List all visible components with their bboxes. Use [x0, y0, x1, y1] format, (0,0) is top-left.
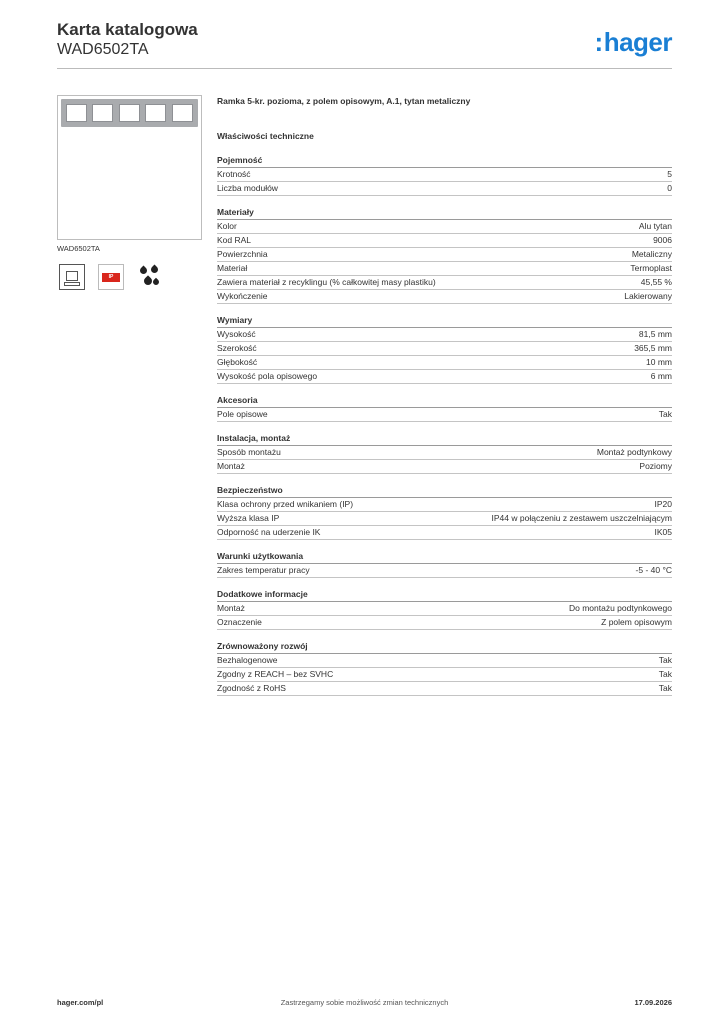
spec-row — [217, 182, 672, 196]
spec-section — [217, 640, 672, 696]
spec-label: Pole opisowe — [217, 409, 268, 419]
section-title: Bezpieczeństwo — [217, 484, 672, 498]
spec-value: IP20 — [654, 499, 672, 509]
spec-row — [217, 370, 672, 384]
spec-value: 9006 — [653, 235, 672, 245]
spec-value: -5 - 40 °C — [635, 565, 672, 575]
product-image — [57, 95, 202, 240]
spec-label: Krotność — [217, 169, 251, 179]
spec-label: Liczba modułów — [217, 183, 278, 193]
spec-value: Z polem opisowym — [601, 617, 672, 627]
mounting-icon-base — [64, 282, 80, 286]
frame-window — [66, 104, 87, 122]
product-code: WAD6502TA — [57, 41, 149, 58]
spec-row — [217, 682, 672, 696]
spec-label: Zawiera materiał z recyklingu (% całkowitej masy plastiku) — [217, 277, 436, 287]
spec-value: 81,5 mm — [638, 329, 672, 339]
logo-text: hager — [603, 27, 672, 57]
spec-section — [217, 394, 672, 422]
spec-section — [217, 484, 672, 540]
spec-label: Montaż — [217, 461, 245, 471]
spec-section — [217, 550, 672, 578]
spec-value: Termoplast — [630, 263, 672, 273]
spec-row — [217, 356, 672, 370]
page-footer — [57, 998, 672, 1010]
spec-sections — [217, 154, 672, 696]
spec-label: Kod RAL — [217, 235, 252, 245]
document-title: Karta katalogowa — [57, 20, 198, 39]
water-drops-icon — [136, 264, 162, 290]
spec-heading: Właściwości techniczne — [217, 131, 314, 141]
frame-window — [145, 104, 166, 122]
section-title: Instalacja, montaż — [217, 432, 672, 446]
spec-label: Zgodny z REACH – bez SVHC — [217, 669, 334, 679]
spec-value: 5 — [667, 169, 672, 179]
spec-label: Sposób montażu — [217, 447, 281, 457]
spec-value: Metaliczny — [631, 249, 672, 259]
spec-row — [217, 342, 672, 356]
spec-label: Powierzchnia — [217, 249, 268, 259]
drop-shape — [150, 265, 160, 275]
footer-disclaimer: Zastrzegamy sobie możliwość zmian technicznych — [280, 998, 449, 1007]
spec-row — [217, 460, 672, 474]
spec-row — [217, 328, 672, 342]
section-title: Pojemność — [217, 154, 672, 168]
spec-value: Tak — [658, 669, 672, 679]
spec-row — [217, 654, 672, 668]
product-description: Ramka 5-kr. pozioma, z polem opisowym, A.1, tytan metaliczny — [217, 96, 471, 106]
spec-value: 10 mm — [646, 357, 672, 367]
spec-label: Wyższa klasa IP — [217, 513, 280, 523]
spec-row — [217, 526, 672, 540]
section-title: Warunki użytkowania — [217, 550, 672, 564]
spec-value: Poziomy — [639, 461, 672, 471]
spec-value: Do montażu podtynkowego — [568, 603, 672, 613]
spec-label: Klasa ochrony przed wnikaniem (IP) — [217, 499, 354, 509]
section-title: Wymiary — [217, 314, 672, 328]
document-header — [57, 20, 198, 60]
spec-row — [217, 498, 672, 512]
spec-value: Tak — [658, 683, 672, 693]
image-caption: WAD6502TA — [57, 244, 100, 253]
spec-value: 45,55 % — [640, 277, 672, 287]
spec-row — [217, 220, 672, 234]
spec-row — [217, 668, 672, 682]
spec-value: 0 — [667, 183, 672, 193]
frame-illustration — [61, 99, 198, 127]
spec-label: Zakres temperatur pracy — [217, 565, 310, 575]
spec-row — [217, 564, 672, 578]
spec-section — [217, 206, 672, 304]
spec-label: Montaż — [217, 603, 245, 613]
section-title: Dodatkowe informacje — [217, 588, 672, 602]
spec-value: IK05 — [654, 527, 672, 537]
section-title: Zrównoważony rozwój — [217, 640, 672, 654]
specification-content — [217, 94, 672, 706]
mounting-icon-inner — [66, 271, 78, 281]
spec-row — [217, 602, 672, 616]
spec-label: Wysokość — [217, 329, 256, 339]
spec-row — [217, 446, 672, 460]
spec-section — [217, 154, 672, 196]
frame-window — [172, 104, 193, 122]
spec-label: Wykończenie — [217, 291, 268, 301]
spec-value: 6 mm — [650, 371, 672, 381]
spec-row — [217, 234, 672, 248]
drop-shape — [139, 266, 149, 276]
spec-row — [217, 262, 672, 276]
spec-row — [217, 408, 672, 422]
spec-value: Montaż podtynkowy — [596, 447, 672, 457]
spec-row — [217, 248, 672, 262]
spec-section — [217, 314, 672, 384]
spec-section — [217, 432, 672, 474]
header-divider — [57, 68, 672, 69]
spec-value: Alu tytan — [638, 221, 672, 231]
frame-window — [119, 104, 140, 122]
spec-row — [217, 616, 672, 630]
spec-label: Kolor — [217, 221, 237, 231]
spec-value: IP44 w połączeniu z zestawem uszczelniającym — [491, 513, 672, 523]
spec-row — [217, 276, 672, 290]
section-title: Materiały — [217, 206, 672, 220]
section-title: Akcesoria — [217, 394, 672, 408]
drop-shape — [152, 278, 160, 286]
spec-label: Bezhalogenowe — [217, 655, 278, 665]
frame-window — [92, 104, 113, 122]
spec-row — [217, 168, 672, 182]
mounting-icon — [59, 264, 85, 290]
spec-label: Głębokość — [217, 357, 258, 367]
spec-value: Tak — [658, 409, 672, 419]
spec-row — [217, 512, 672, 526]
spec-value: Lakierowany — [624, 291, 672, 301]
hager-logo: :hager — [594, 27, 672, 57]
spec-label: Odporność na uderzenie IK — [217, 527, 321, 537]
footer-date: 17.09.2026 — [634, 998, 672, 1007]
spec-section — [217, 588, 672, 630]
spec-value: Tak — [658, 655, 672, 665]
spec-label: Zgodność z RoHS — [217, 683, 286, 693]
spec-label: Wysokość pola opisowego — [217, 371, 318, 381]
ip-rating-icon — [98, 264, 124, 290]
spec-value: 365,5 mm — [634, 343, 672, 353]
spec-label: Oznaczenie — [217, 617, 262, 627]
spec-label: Materiał — [217, 263, 248, 273]
footer-site-link[interactable]: hager.com/pl — [57, 998, 104, 1007]
spec-label: Szerokość — [217, 343, 257, 353]
spec-row — [217, 290, 672, 304]
ip-badge: IP — [102, 273, 120, 282]
